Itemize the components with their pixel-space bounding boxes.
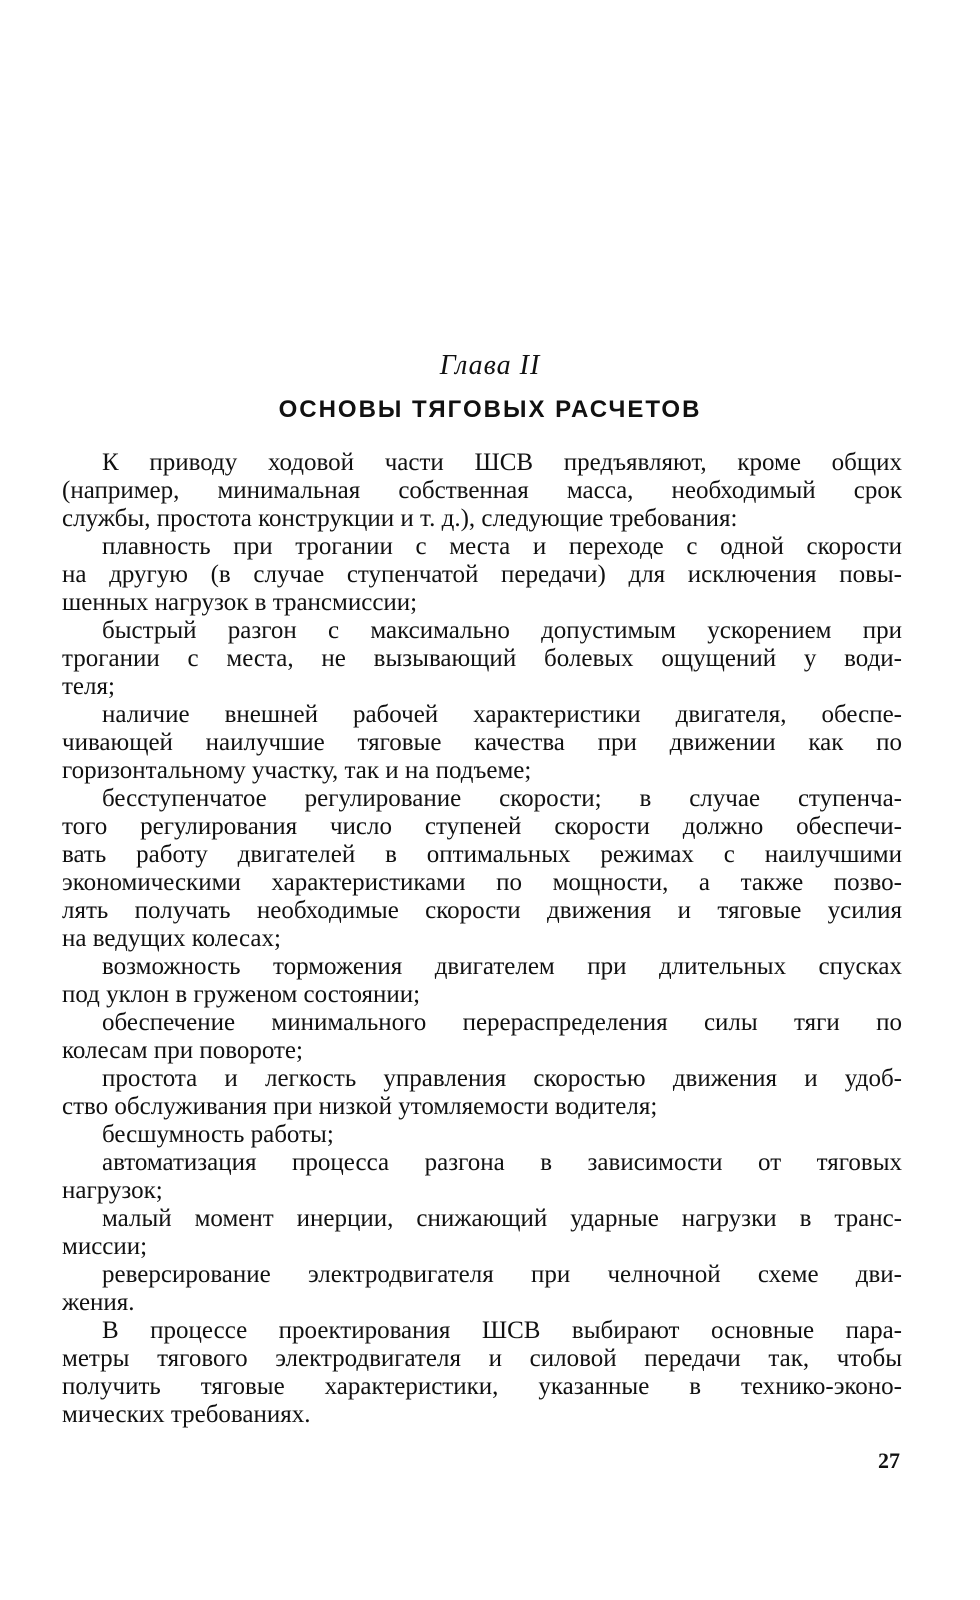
text-line: (например, минимальная собственная масса, необходимый срок — [62, 477, 902, 504]
text-line: бесшумность работы; — [102, 1121, 334, 1148]
text-line: обеспечение минимального перераспределения силы тяги по — [102, 1009, 902, 1036]
text-line: наличие внешней рабочей характеристики двигателя, обеспе- — [102, 701, 902, 728]
text-line: простота и легкость управления скоростью движения и удоб- — [102, 1065, 902, 1092]
text-line: колесам при повороте; — [62, 1037, 303, 1064]
text-line: лять получать необходимые скорости движения и тяговые усилия — [62, 897, 902, 924]
text-line: службы, простота конструкции и т. д.), следующие требования: — [62, 505, 738, 532]
text-line: ство обслуживания при низкой утомляемости водителя; — [62, 1093, 658, 1120]
text-line: малый момент инерции, снижающий ударные нагрузки в транс- — [102, 1205, 902, 1232]
text-line: получить тяговые характеристики, указанные в технико-эконо- — [62, 1373, 902, 1400]
text-line: К приводу ходовой части ШСВ предъявляют, кроме общих — [102, 449, 902, 476]
page-number: 27 — [878, 1448, 900, 1473]
text-line: вать работу двигателей в оптимальных режимах с наилучшими — [62, 841, 902, 868]
text-line: чивающей наилучшие тяговые качества при движении как по — [62, 729, 902, 756]
text-line: на ведущих колесах; — [62, 925, 281, 952]
text-line: миссии; — [62, 1233, 148, 1260]
text-line: В процессе проектирования ШСВ выбирают основные пара- — [102, 1317, 902, 1344]
chapter-label: Глава II — [439, 350, 541, 381]
body-text — [62, 449, 902, 1429]
text-line: нагрузок; — [62, 1177, 163, 1204]
chapter-title: ОСНОВЫ ТЯГОВЫХ РАСЧЕТОВ — [278, 396, 702, 423]
text-line: автоматизация процесса разгона в зависимости от тяговых — [102, 1149, 902, 1176]
text-line: того регулирования число ступеней скорости должно обеспечи- — [62, 813, 902, 840]
text-line: реверсирование электродвигателя при челночной схеме дви- — [102, 1261, 902, 1288]
text-line: трогании с места, не вызывающий болевых ощущений у води- — [62, 645, 902, 672]
text-line: мических требованиях. — [62, 1401, 311, 1428]
text-line: на другую (в случае ступенчатой передачи) для исключения повы- — [62, 561, 902, 588]
text-line: метры тягового электродвигателя и силовой передачи так, чтобы — [62, 1345, 902, 1372]
text-line: бесступенчатое регулирование скорости; в случае ступенча- — [102, 785, 902, 812]
text-line: возможность торможения двигателем при длительных спусках — [102, 953, 902, 980]
text-line: шенных нагрузок в трансмиссии; — [62, 589, 418, 616]
text-line: быстрый разгон с максимально допустимым ускорением при — [102, 617, 902, 644]
text-line: горизонтальному участку, так и на подъеме; — [62, 757, 532, 784]
text-line: теля; — [62, 673, 115, 700]
text-line: под уклон в груженом состоянии; — [62, 981, 421, 1008]
text-line: жения. — [62, 1289, 135, 1316]
text-line: плавность при трогании с места и переходе с одной скорости — [102, 533, 902, 560]
text-line: экономическими характеристиками по мощности, а также позво- — [62, 869, 902, 896]
